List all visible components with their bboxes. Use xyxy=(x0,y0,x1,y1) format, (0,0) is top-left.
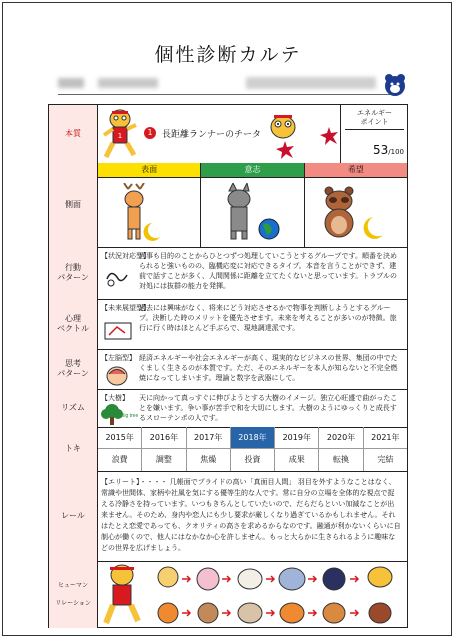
rhythm-text: 天に向かって真っすぐに伸びようとする大樹のイメージ。独立心旺盛で曲がったことを嫌います。争い事が苦手で和を大切にします。大樹のようにゆっくりと成長するスローテンポの人です。 xyxy=(139,394,398,422)
phase-cell: 成果 xyxy=(275,449,319,471)
human-label-2: リレーション xyxy=(55,600,91,607)
phase-cell: 完結 xyxy=(377,455,394,464)
shinri-label-1: 心理 xyxy=(65,314,81,323)
sokumen-row xyxy=(49,177,407,248)
blurred-name xyxy=(98,78,158,88)
rail-label: レール xyxy=(49,471,98,561)
year-cell: 2016年 xyxy=(142,427,186,449)
kodo-tag: 【状況対応型】 xyxy=(101,252,150,260)
column-headers xyxy=(98,163,407,178)
sokumen-cells xyxy=(98,177,407,247)
tanuki-icon xyxy=(313,183,393,243)
shiko-label-2: パターン xyxy=(57,369,89,378)
human-label xyxy=(49,561,98,628)
sokumen-ishi-cell xyxy=(201,177,304,247)
explosion-icon xyxy=(276,141,294,159)
phase-cell: 浪費 xyxy=(98,449,142,471)
rank-badge: 1 xyxy=(144,127,156,139)
energy-number: 53 xyxy=(372,143,389,157)
rhythm-label: リズム xyxy=(49,389,98,427)
brand-logo-icon xyxy=(380,72,410,102)
rail-row xyxy=(49,471,407,562)
rail-tag: 【エリート】 xyxy=(101,478,140,486)
center-cheetah-icon xyxy=(106,565,138,623)
rhythm-row xyxy=(49,389,407,428)
phase-cell: 焦燥 xyxy=(187,449,231,471)
shiko-row xyxy=(49,349,407,390)
rail-body: ・・・・ 几帳面でプライドの高い「真面目人間」 羽目を外すようなことはなく、常識や世間体、家柄や社風を気にする優等生的な人です。常に自分の立場を全体的な視点で捉える冷静さを持っています。いつもきちんとしていたいので、だらだらといい加減なことが出来ません。そのため、身内や恋人にも少し要求が厳しくなり過ぎているかもしれません。それはたとえ恋愛であっても、クオリティの高さを求めるからなのです。融通が利かないくらいに自制心が働くので、他人にはなかなか心を許しません。もっと大らかに生きられるように趣味などの世界を広げましょう。 xyxy=(101,478,401,552)
deer-icon xyxy=(108,183,168,243)
karte-table xyxy=(48,104,408,628)
animal-relation-chart xyxy=(98,561,407,628)
kodo-label xyxy=(49,247,98,299)
year-cell: 2020年 xyxy=(319,427,363,449)
toki-label: トキ xyxy=(49,427,98,471)
energy-label xyxy=(341,109,408,127)
honshitsu-content xyxy=(98,105,340,163)
burst-icon xyxy=(320,127,338,145)
energy-divider xyxy=(345,129,404,130)
shiko-tag: 【左脳型】 xyxy=(101,354,136,362)
page-title: 個性診断カルテ xyxy=(154,44,302,66)
shiko-label-1: 思考 xyxy=(65,359,81,368)
cheetah-runner-icon xyxy=(100,107,140,161)
header-kibou: 希望 xyxy=(305,163,407,177)
kodo-row xyxy=(49,247,407,300)
rail-text xyxy=(101,477,401,554)
honshitsu-title: 長距離ランナーのチータ xyxy=(162,130,262,140)
toki-phases xyxy=(98,449,407,471)
tree-caption: Big tree xyxy=(121,413,139,419)
energy-label-line1: エネルギー xyxy=(357,109,392,117)
energy-value xyxy=(373,143,404,157)
year-cell: 2017年 xyxy=(187,427,231,449)
svg-text:1: 1 xyxy=(117,132,123,140)
cheetah-icon xyxy=(266,111,300,141)
brain-head-icon xyxy=(105,365,129,387)
year-cell: 2021年 xyxy=(364,427,407,449)
year-cell: 2019年 xyxy=(275,427,319,449)
honshitsu-row xyxy=(49,105,407,164)
kodo-text: 何事も目的のことからひとつずつ処理していこうとするグループです。順番を決められると強いものの、臨機応変に対応できるタイプ。本音を言うことができず、建前で話すことが多く、人間関係に距離を立てたくないと思っています。トラブルの対処には抜群の能力を発揮。 xyxy=(139,252,398,290)
human-label-1: ヒューマン xyxy=(57,582,88,589)
shinri-tag: 【未来展望型】 xyxy=(101,304,150,312)
swirl-icon xyxy=(103,267,133,289)
blurred-label xyxy=(58,78,84,88)
phase-cell: 調整 xyxy=(142,449,186,471)
shinri-text: 過去には興味がなく、将来にどう対応させるかで物事を判断しようとするグループ。決断した時のメリットを優先させます。未来を考えることが多いのが特徴。旅行に行く時はほとんど手ぶらで、現地調達派です。 xyxy=(139,304,397,332)
phase-cell: 投資 xyxy=(231,449,275,471)
name-underline xyxy=(58,94,398,95)
shinri-row xyxy=(49,299,407,350)
year-cell: 2015年 xyxy=(98,427,142,449)
sokumen-kibou-cell xyxy=(305,177,407,247)
human-relation-diagram xyxy=(98,561,407,628)
toki-row xyxy=(49,427,407,472)
honshitsu-label: 本質 xyxy=(49,105,98,163)
big-tree-icon xyxy=(101,403,123,425)
shinri-label-2: ベクトル xyxy=(57,324,89,333)
shiko-text: 経済エネルギーや社会エネルギーが高く、現実的なビジネスの世界、集団の中でたくましく生きるのが本質です。ただ、そのエネルギーを本人が知らないと不完全燃焼になってしまいます。理論と数字を武器にして。 xyxy=(139,354,398,382)
sokumen-omote-cell xyxy=(98,177,201,247)
phase-cell: 転換 xyxy=(319,449,363,471)
energy-denominator: /100 xyxy=(388,148,404,156)
energy-point-box xyxy=(340,105,408,163)
shinri-label xyxy=(49,299,98,349)
year-cell-current: 2018年 xyxy=(231,427,275,449)
rhythm-tag: 【大樹】 xyxy=(101,394,129,402)
kodo-label-2: パターン xyxy=(57,273,89,282)
name-field-blurred xyxy=(58,76,374,90)
energy-label-line2: ポイント xyxy=(360,118,389,126)
vector-arrows-icon xyxy=(103,319,133,343)
kodo-label-1: 行動 xyxy=(65,263,81,272)
blurred-detail xyxy=(246,77,376,89)
shiko-label xyxy=(49,349,98,389)
sokumen-label: 側面 xyxy=(49,162,98,247)
toki-years xyxy=(98,427,407,449)
header-ishi: 意志 xyxy=(201,163,304,177)
human-relation-row xyxy=(49,561,407,628)
header-omote: 表面 xyxy=(98,163,201,177)
wolf-icon xyxy=(213,183,283,243)
